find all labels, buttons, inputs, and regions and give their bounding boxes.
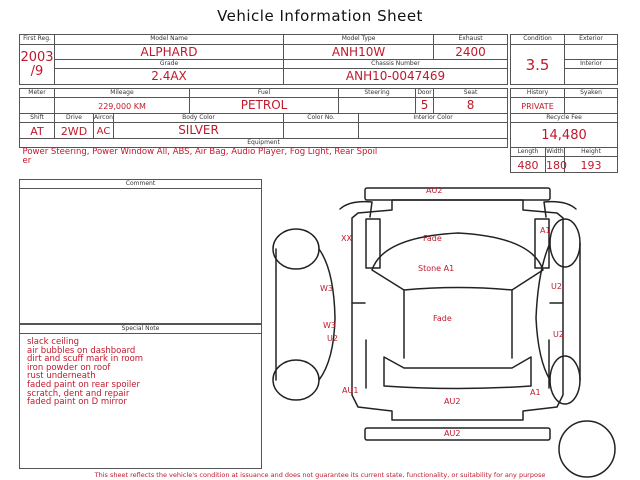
damage-hood: Fade	[423, 234, 442, 243]
model-type-value: ANH10W	[331, 45, 386, 59]
special-note-item: air bubbles on dashboard	[27, 345, 136, 356]
damage-left-door-1: W3	[323, 321, 336, 330]
front-left-wheel	[273, 229, 319, 269]
chassis-cell	[284, 69, 508, 85]
first-reg-month: /9	[30, 64, 44, 79]
history-cell	[511, 98, 565, 114]
width-label-cell: Width	[546, 148, 564, 155]
interior-label-cell: Interior	[565, 60, 618, 69]
steering-label-cell: Steering	[339, 89, 416, 98]
special-note-item: rust underneath	[27, 371, 96, 382]
damage-tailgate: AU2	[444, 397, 461, 406]
aircon-value: AC	[96, 126, 111, 137]
recycle-cell	[511, 123, 618, 148]
front-right-wheel	[550, 219, 580, 267]
meter-cell	[20, 98, 55, 114]
rear-right-wheel	[550, 356, 580, 404]
model-type-cell	[284, 45, 434, 60]
history-label-cell: History	[511, 89, 565, 98]
first-reg-label-cell: First Reg.	[20, 35, 55, 45]
exhaust-cell	[434, 45, 508, 60]
grade-cell	[55, 69, 284, 85]
model-name-label-cell: Model Name	[55, 35, 284, 45]
shift-label-cell: Shift	[20, 114, 55, 123]
special-note-list	[20, 334, 261, 407]
windshield-outline	[372, 233, 543, 290]
model-name-value: ALPHARD	[140, 45, 198, 59]
comment-box	[19, 179, 262, 324]
front-bumper-outline	[365, 188, 550, 200]
damage-rear-right-corner: A1	[530, 388, 541, 397]
drive-value: 2WD	[60, 125, 88, 138]
damage-left-door-2: U2	[327, 334, 338, 343]
height-value: 193	[580, 159, 602, 172]
mileage-value: 229,000 KM	[98, 102, 146, 111]
first-reg-cell	[20, 45, 55, 85]
special-note-item: faded paint on D mirror	[27, 397, 127, 408]
steering-cell	[339, 98, 416, 114]
history-value: PRIVATE	[521, 102, 554, 111]
damage-front-right-corner: A1	[540, 226, 551, 235]
left-side-panel	[276, 249, 335, 380]
fuel-cell	[190, 98, 339, 114]
recycle-value: 14,480	[541, 128, 587, 143]
mileage-cell	[55, 98, 190, 114]
damage-rear-left-corner: AU1	[342, 386, 359, 395]
spare-wheel	[559, 421, 615, 477]
color-no-cell	[284, 123, 359, 139]
rear-window	[384, 357, 531, 389]
equipment-cell	[20, 148, 508, 173]
condition-label-cell: Condition	[511, 35, 565, 45]
length-cell	[511, 157, 546, 173]
rear-left-wheel	[273, 360, 319, 400]
damage-right-door: U2	[553, 330, 564, 339]
exhaust-value: 2400	[455, 45, 486, 59]
model-name-cell	[55, 45, 284, 60]
chassis-label-cell: Chassis Number	[284, 60, 508, 69]
width-cell	[546, 157, 565, 173]
shift-cell	[20, 123, 55, 139]
damage-windshield: Stone A1	[418, 264, 455, 273]
rear-quarter-lines	[366, 340, 549, 388]
length-value: 480	[517, 159, 539, 172]
height-label-cell: Height	[565, 148, 618, 157]
drive-label-cell: Drive	[55, 114, 94, 123]
width-value: 180	[546, 159, 567, 172]
vehicle-info-grid	[19, 34, 508, 173]
model-type-label-cell: Model Type	[284, 35, 434, 45]
syaken-label-cell: Syaken	[565, 89, 618, 98]
door-value: 5	[420, 98, 429, 112]
height-cell	[565, 157, 618, 173]
interior-color-label-cell: Interior Color	[359, 114, 508, 123]
drive-cell	[55, 123, 94, 139]
grade-label-cell: Grade	[55, 60, 284, 69]
recycle-label-cell: Recycle Fee	[511, 114, 618, 123]
comment-label: Comment	[20, 180, 261, 189]
disclaimer-footer: This sheet reflects the vehicle's condition at issuance and does not guarantee its current state, functionality, or suitability for any purpose	[94, 471, 546, 479]
special-note-box	[19, 324, 262, 469]
equipment-value: Power Steering, Power Window All, ABS, Air Bag, Audio Player, Fog Light, Rear Spoil	[22, 147, 378, 157]
equipment-label-cell: Equipment	[20, 139, 508, 148]
interior-color-cell	[359, 123, 508, 139]
special-note-item: dirt and scuff mark in room	[27, 354, 144, 365]
condition-grid	[510, 34, 618, 173]
chassis-value: ANH10-0047469	[345, 69, 446, 83]
interior-cell	[565, 69, 618, 85]
left-front-pillar	[366, 219, 380, 268]
special-note-item: slack ceiling	[27, 337, 80, 347]
special-note-item: iron powder on roof	[27, 362, 111, 373]
door-cell	[416, 98, 434, 114]
damage-front-bumper: AU2	[426, 186, 443, 195]
vehicle-damage-diagram	[265, 180, 640, 470]
door-label-cell: Door	[417, 89, 432, 96]
seat-label-cell: Seat	[434, 89, 508, 98]
special-note-item: faded paint on rear spoiler	[27, 379, 141, 390]
color-no-label-cell: Color No.	[284, 114, 359, 123]
condition-cell	[511, 45, 565, 85]
syaken-cell	[565, 98, 618, 114]
mileage-label-cell: Mileage	[55, 89, 190, 98]
exterior-cell	[565, 45, 618, 60]
fuel-value: PETROL	[240, 98, 288, 112]
equipment-value-cont: er	[22, 155, 32, 166]
damage-roof: Fade	[433, 314, 452, 323]
grade-value: 2.4AX	[151, 69, 187, 83]
condition-value: 3.5	[525, 56, 550, 74]
page-title: Vehicle Information Sheet	[217, 7, 423, 25]
shift-value: AT	[30, 125, 44, 138]
damage-left-front-fender: W3	[320, 284, 333, 293]
meter-label-cell: Meter	[20, 89, 55, 98]
first-reg-year: 2003	[20, 50, 54, 65]
body-color-label-cell: Body Color	[114, 114, 284, 123]
special-note-item: scratch, dent and repair	[27, 388, 130, 399]
fuel-label-cell: Fuel	[190, 89, 339, 98]
damage-front-left-corner: XX	[341, 234, 352, 243]
body-color-cell	[114, 123, 284, 139]
roof-edges	[404, 290, 512, 358]
special-note-label: Special Note	[20, 325, 261, 334]
exterior-label-cell: Exterior	[565, 35, 618, 45]
damage-right-front-fender: U2	[551, 282, 562, 291]
exhaust-label-cell: Exhaust	[434, 35, 508, 45]
body-color-value: SILVER	[178, 123, 219, 137]
aircon-cell	[94, 123, 114, 139]
length-label-cell: Length	[511, 148, 546, 157]
seat-value: 8	[466, 98, 475, 112]
damage-rear-bumper: AU2	[444, 429, 461, 438]
aircon-label-cell: Aircon	[94, 114, 113, 121]
seat-cell	[434, 98, 508, 114]
